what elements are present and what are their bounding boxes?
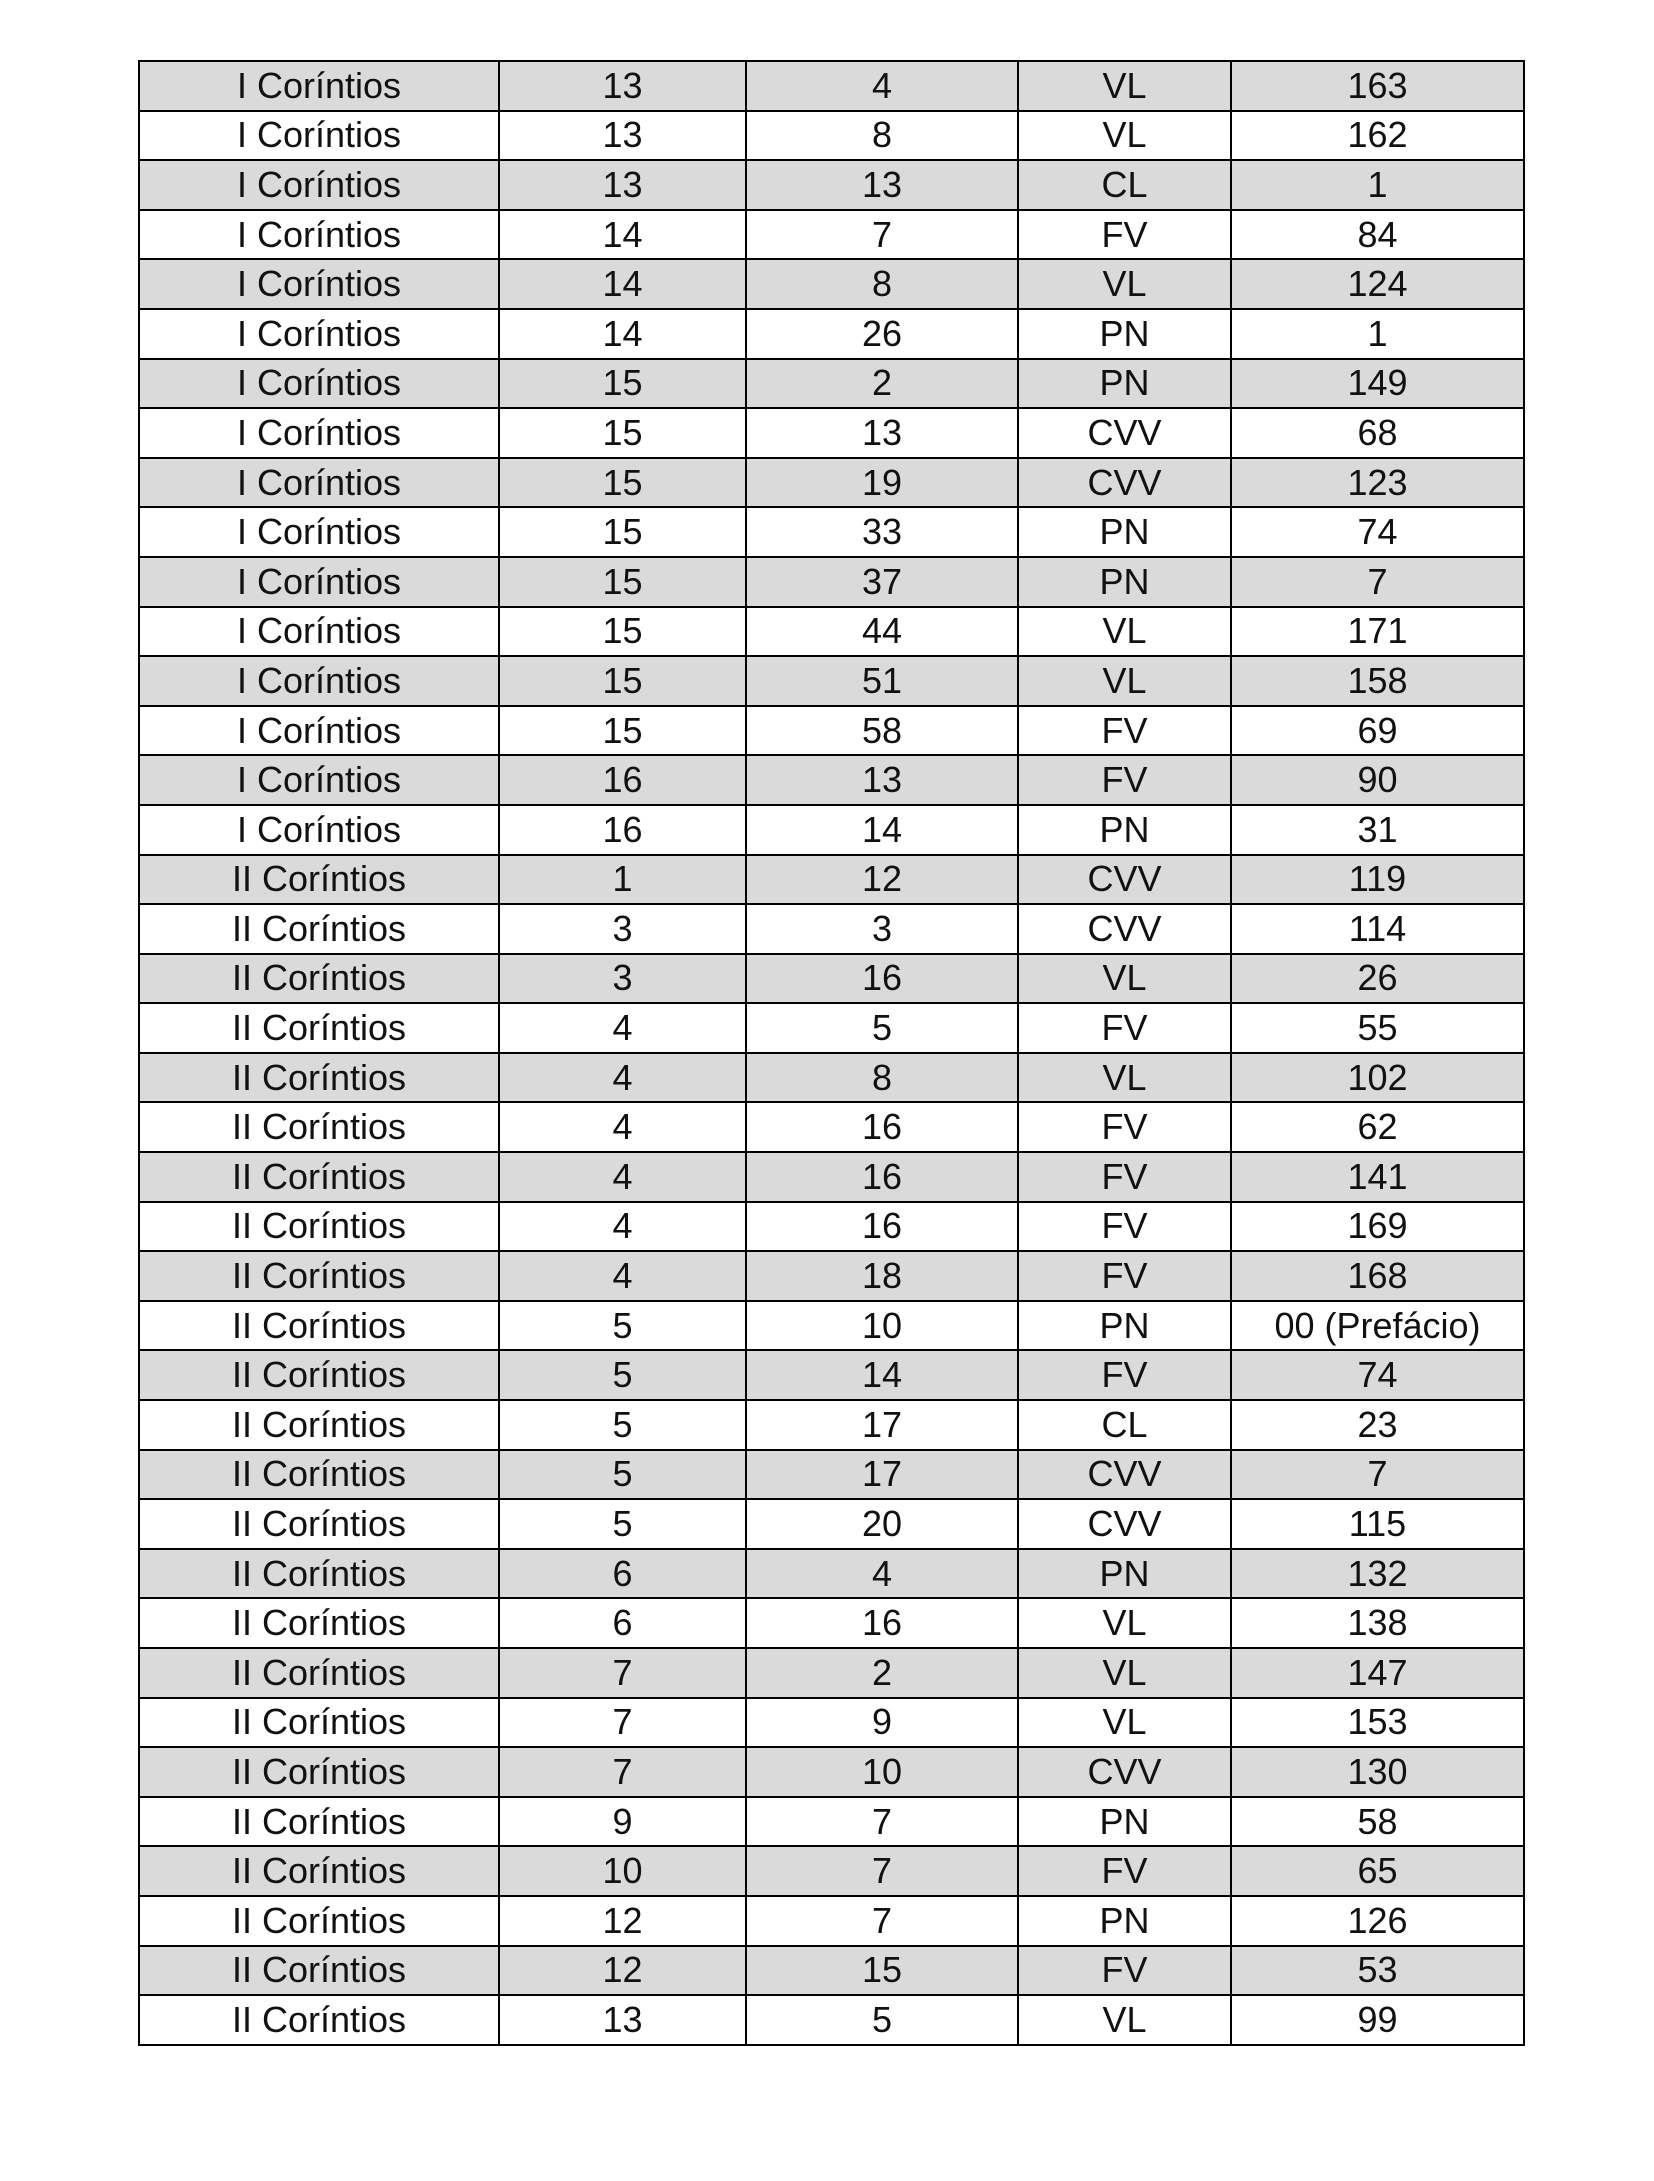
code-cell: FV: [1018, 1846, 1231, 1896]
verse-cell: 51: [746, 656, 1018, 706]
code-cell: FV: [1018, 1202, 1231, 1252]
page-cell: 130: [1231, 1747, 1524, 1797]
code-cell: PN: [1018, 359, 1231, 409]
verse-cell: 16: [746, 1102, 1018, 1152]
chapter-cell: 15: [499, 706, 746, 756]
chapter-cell: 3: [499, 904, 746, 954]
table-row: [139, 1846, 1524, 1896]
book-cell: I Coríntios: [139, 359, 499, 409]
table-row: [139, 1896, 1524, 1946]
code-cell: FV: [1018, 1003, 1231, 1053]
verse-cell: 4: [746, 61, 1018, 111]
verse-cell: 13: [746, 160, 1018, 210]
book-cell: I Coríntios: [139, 656, 499, 706]
code-cell: VL: [1018, 656, 1231, 706]
code-cell: CVV: [1018, 855, 1231, 905]
code-cell: CVV: [1018, 1450, 1231, 1500]
code-cell: VL: [1018, 954, 1231, 1004]
page-cell: 102: [1231, 1053, 1524, 1103]
table-row: [139, 1053, 1524, 1103]
page-cell: 7: [1231, 557, 1524, 607]
chapter-cell: 7: [499, 1747, 746, 1797]
page-cell: 147: [1231, 1648, 1524, 1698]
page-cell: 53: [1231, 1946, 1524, 1996]
table-row: [139, 61, 1524, 111]
code-cell: FV: [1018, 1946, 1231, 1996]
verse-cell: 13: [746, 755, 1018, 805]
code-cell: FV: [1018, 1251, 1231, 1301]
chapter-cell: 4: [499, 1053, 746, 1103]
book-cell: I Coríntios: [139, 61, 499, 111]
chapter-cell: 6: [499, 1598, 746, 1648]
page-cell: 114: [1231, 904, 1524, 954]
verse-cell: 4: [746, 1549, 1018, 1599]
chapter-cell: 15: [499, 458, 746, 508]
chapter-cell: 16: [499, 755, 746, 805]
book-cell: II Coríntios: [139, 1152, 499, 1202]
book-cell: I Coríntios: [139, 160, 499, 210]
page-cell: 31: [1231, 805, 1524, 855]
page-cell: 55: [1231, 1003, 1524, 1053]
page-cell: 153: [1231, 1698, 1524, 1748]
page-cell: 158: [1231, 656, 1524, 706]
chapter-cell: 4: [499, 1202, 746, 1252]
code-cell: PN: [1018, 1301, 1231, 1351]
chapter-cell: 5: [499, 1499, 746, 1549]
code-cell: FV: [1018, 210, 1231, 260]
table-row: [139, 855, 1524, 905]
book-cell: II Coríntios: [139, 1648, 499, 1698]
chapter-cell: 4: [499, 1152, 746, 1202]
table-row: [139, 1797, 1524, 1847]
code-cell: PN: [1018, 1896, 1231, 1946]
verse-cell: 5: [746, 1003, 1018, 1053]
verse-cell: 17: [746, 1450, 1018, 1500]
table-row: [139, 1102, 1524, 1152]
book-cell: II Coríntios: [139, 1896, 499, 1946]
page-cell: 162: [1231, 111, 1524, 161]
chapter-cell: 4: [499, 1003, 746, 1053]
chapter-cell: 15: [499, 507, 746, 557]
page-cell: 1: [1231, 309, 1524, 359]
page-cell: 7: [1231, 1450, 1524, 1500]
chapter-cell: 13: [499, 111, 746, 161]
code-cell: VL: [1018, 1598, 1231, 1648]
verse-cell: 13: [746, 408, 1018, 458]
page-cell: 123: [1231, 458, 1524, 508]
book-cell: II Coríntios: [139, 904, 499, 954]
verse-cell: 2: [746, 359, 1018, 409]
code-cell: CL: [1018, 1400, 1231, 1450]
verse-cell: 8: [746, 1053, 1018, 1103]
book-cell: II Coríntios: [139, 1499, 499, 1549]
verse-cell: 7: [746, 1846, 1018, 1896]
table-row: [139, 656, 1524, 706]
page-cell: 124: [1231, 259, 1524, 309]
page-cell: 90: [1231, 755, 1524, 805]
reference-table: [138, 60, 1525, 2046]
chapter-cell: 13: [499, 61, 746, 111]
book-cell: I Coríntios: [139, 706, 499, 756]
chapter-cell: 14: [499, 210, 746, 260]
table-row: [139, 1003, 1524, 1053]
table-row: [139, 1450, 1524, 1500]
book-cell: II Coríntios: [139, 1102, 499, 1152]
table-row: [139, 359, 1524, 409]
code-cell: CVV: [1018, 1747, 1231, 1797]
book-cell: II Coríntios: [139, 1400, 499, 1450]
book-cell: II Coríntios: [139, 1549, 499, 1599]
chapter-cell: 5: [499, 1301, 746, 1351]
verse-cell: 37: [746, 557, 1018, 607]
verse-cell: 58: [746, 706, 1018, 756]
verse-cell: 3: [746, 904, 1018, 954]
code-cell: VL: [1018, 1995, 1231, 2045]
page-cell: 26: [1231, 954, 1524, 1004]
verse-cell: 14: [746, 805, 1018, 855]
reference-table-body: [139, 61, 1524, 2045]
chapter-cell: 13: [499, 1995, 746, 2045]
book-cell: II Coríntios: [139, 1350, 499, 1400]
page-cell: 141: [1231, 1152, 1524, 1202]
chapter-cell: 10: [499, 1846, 746, 1896]
book-cell: II Coríntios: [139, 1301, 499, 1351]
verse-cell: 7: [746, 210, 1018, 260]
verse-cell: 16: [746, 1152, 1018, 1202]
page-cell: 169: [1231, 1202, 1524, 1252]
chapter-cell: 1: [499, 855, 746, 905]
page-cell: 00 (Prefácio): [1231, 1301, 1524, 1351]
table-row: [139, 1301, 1524, 1351]
verse-cell: 5: [746, 1995, 1018, 2045]
chapter-cell: 15: [499, 408, 746, 458]
code-cell: FV: [1018, 1152, 1231, 1202]
chapter-cell: 14: [499, 259, 746, 309]
code-cell: CVV: [1018, 904, 1231, 954]
verse-cell: 14: [746, 1350, 1018, 1400]
table-row: [139, 1152, 1524, 1202]
verse-cell: 9: [746, 1698, 1018, 1748]
table-row: [139, 309, 1524, 359]
verse-cell: 15: [746, 1946, 1018, 1996]
code-cell: PN: [1018, 557, 1231, 607]
table-row: [139, 210, 1524, 260]
chapter-cell: 4: [499, 1102, 746, 1152]
book-cell: II Coríntios: [139, 1797, 499, 1847]
verse-cell: 7: [746, 1896, 1018, 1946]
book-cell: II Coríntios: [139, 1747, 499, 1797]
code-cell: CVV: [1018, 408, 1231, 458]
table-row: [139, 954, 1524, 1004]
code-cell: PN: [1018, 507, 1231, 557]
chapter-cell: 5: [499, 1400, 746, 1450]
book-cell: I Coríntios: [139, 755, 499, 805]
code-cell: FV: [1018, 1350, 1231, 1400]
chapter-cell: 14: [499, 309, 746, 359]
chapter-cell: 12: [499, 1946, 746, 1996]
page-cell: 138: [1231, 1598, 1524, 1648]
verse-cell: 18: [746, 1251, 1018, 1301]
table-row: [139, 706, 1524, 756]
chapter-cell: 5: [499, 1350, 746, 1400]
verse-cell: 19: [746, 458, 1018, 508]
page-cell: 149: [1231, 359, 1524, 409]
code-cell: PN: [1018, 309, 1231, 359]
page-cell: 65: [1231, 1846, 1524, 1896]
verse-cell: 7: [746, 1797, 1018, 1847]
verse-cell: 20: [746, 1499, 1018, 1549]
verse-cell: 26: [746, 309, 1018, 359]
verse-cell: 8: [746, 111, 1018, 161]
verse-cell: 10: [746, 1747, 1018, 1797]
chapter-cell: 4: [499, 1251, 746, 1301]
chapter-cell: 15: [499, 359, 746, 409]
code-cell: VL: [1018, 111, 1231, 161]
book-cell: I Coríntios: [139, 259, 499, 309]
book-cell: I Coríntios: [139, 507, 499, 557]
code-cell: PN: [1018, 805, 1231, 855]
table-row: [139, 160, 1524, 210]
page-cell: 69: [1231, 706, 1524, 756]
book-cell: II Coríntios: [139, 1846, 499, 1896]
chapter-cell: 3: [499, 954, 746, 1004]
page-cell: 74: [1231, 1350, 1524, 1400]
book-cell: I Coríntios: [139, 309, 499, 359]
table-row: [139, 1400, 1524, 1450]
book-cell: II Coríntios: [139, 1995, 499, 2045]
table-row: [139, 111, 1524, 161]
page-cell: 99: [1231, 1995, 1524, 2045]
book-cell: II Coríntios: [139, 1598, 499, 1648]
code-cell: VL: [1018, 1648, 1231, 1698]
table-row: [139, 755, 1524, 805]
verse-cell: 16: [746, 1598, 1018, 1648]
book-cell: II Coríntios: [139, 1003, 499, 1053]
code-cell: CVV: [1018, 458, 1231, 508]
chapter-cell: 15: [499, 557, 746, 607]
code-cell: VL: [1018, 1053, 1231, 1103]
code-cell: PN: [1018, 1549, 1231, 1599]
chapter-cell: 15: [499, 656, 746, 706]
code-cell: VL: [1018, 607, 1231, 657]
table-row: [139, 1747, 1524, 1797]
verse-cell: 2: [746, 1648, 1018, 1698]
book-cell: I Coríntios: [139, 557, 499, 607]
chapter-cell: 13: [499, 160, 746, 210]
verse-cell: 33: [746, 507, 1018, 557]
table-row: [139, 1549, 1524, 1599]
code-cell: FV: [1018, 706, 1231, 756]
table-row: [139, 1598, 1524, 1648]
chapter-cell: 16: [499, 805, 746, 855]
page-cell: 132: [1231, 1549, 1524, 1599]
code-cell: VL: [1018, 61, 1231, 111]
chapter-cell: 9: [499, 1797, 746, 1847]
book-cell: II Coríntios: [139, 1450, 499, 1500]
verse-cell: 16: [746, 954, 1018, 1004]
table-row: [139, 607, 1524, 657]
page-cell: 171: [1231, 607, 1524, 657]
code-cell: FV: [1018, 1102, 1231, 1152]
page-cell: 168: [1231, 1251, 1524, 1301]
table-row: [139, 1648, 1524, 1698]
table-row: [139, 805, 1524, 855]
page-cell: 84: [1231, 210, 1524, 260]
table-row: [139, 1946, 1524, 1996]
table-row: [139, 408, 1524, 458]
page-cell: 58: [1231, 1797, 1524, 1847]
book-cell: II Coríntios: [139, 1202, 499, 1252]
chapter-cell: 6: [499, 1549, 746, 1599]
book-cell: II Coríntios: [139, 1053, 499, 1103]
verse-cell: 44: [746, 607, 1018, 657]
table-row: [139, 557, 1524, 607]
book-cell: II Coríntios: [139, 1251, 499, 1301]
code-cell: PN: [1018, 1797, 1231, 1847]
page-cell: 68: [1231, 408, 1524, 458]
page-cell: 163: [1231, 61, 1524, 111]
page-cell: 126: [1231, 1896, 1524, 1946]
verse-cell: 10: [746, 1301, 1018, 1351]
page-cell: 74: [1231, 507, 1524, 557]
book-cell: I Coríntios: [139, 458, 499, 508]
book-cell: II Coríntios: [139, 1946, 499, 1996]
code-cell: VL: [1018, 259, 1231, 309]
verse-cell: 12: [746, 855, 1018, 905]
page-cell: 62: [1231, 1102, 1524, 1152]
code-cell: CL: [1018, 160, 1231, 210]
table-row: [139, 1698, 1524, 1748]
table-row: [139, 1202, 1524, 1252]
code-cell: CVV: [1018, 1499, 1231, 1549]
table-row: [139, 507, 1524, 557]
chapter-cell: 15: [499, 607, 746, 657]
table-row: [139, 1995, 1524, 2045]
page-cell: 23: [1231, 1400, 1524, 1450]
page-cell: 1: [1231, 160, 1524, 210]
code-cell: FV: [1018, 755, 1231, 805]
book-cell: I Coríntios: [139, 607, 499, 657]
book-cell: II Coríntios: [139, 1698, 499, 1748]
chapter-cell: 12: [499, 1896, 746, 1946]
table-row: [139, 458, 1524, 508]
book-cell: I Coríntios: [139, 805, 499, 855]
table-row: [139, 904, 1524, 954]
page-cell: 115: [1231, 1499, 1524, 1549]
book-cell: I Coríntios: [139, 210, 499, 260]
table-row: [139, 1499, 1524, 1549]
chapter-cell: 7: [499, 1648, 746, 1698]
verse-cell: 16: [746, 1202, 1018, 1252]
book-cell: I Coríntios: [139, 111, 499, 161]
table-row: [139, 259, 1524, 309]
code-cell: VL: [1018, 1698, 1231, 1748]
chapter-cell: 5: [499, 1450, 746, 1500]
chapter-cell: 7: [499, 1698, 746, 1748]
page-cell: 119: [1231, 855, 1524, 905]
book-cell: I Coríntios: [139, 408, 499, 458]
table-row: [139, 1350, 1524, 1400]
book-cell: II Coríntios: [139, 954, 499, 1004]
book-cell: II Coríntios: [139, 855, 499, 905]
verse-cell: 8: [746, 259, 1018, 309]
verse-cell: 17: [746, 1400, 1018, 1450]
table-row: [139, 1251, 1524, 1301]
